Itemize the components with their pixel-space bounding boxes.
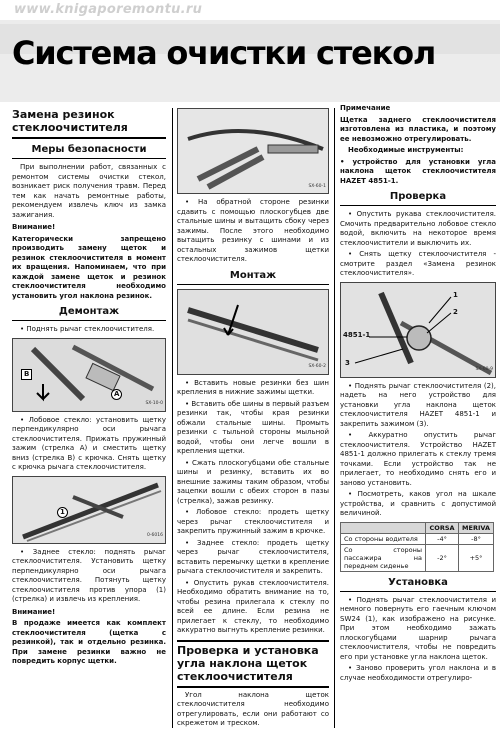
callout-a: A [111, 389, 122, 401]
figure-hazet-tool [340, 282, 496, 378]
removal-step-1: • Поднять рычаг стеклоочистителя. [20, 325, 155, 333]
install-step-6: • Опустить рукав стеклоочистителя. Необходимо обратить внимание на то, чтобы резина прилегала к стеклу по всей ее длине. Если резина не прилегает к стеклу, то необходимо аккуратно выгнуть крепление резинки. [177, 578, 329, 634]
note-label: Примечание [340, 104, 391, 112]
figure-code: SX-10-0 [145, 401, 163, 406]
rear-wiper-illustration [13, 477, 165, 543]
install-step-1: • Вставить новые резинки без шин крепления в нижние зажимы щетки. [177, 378, 329, 396]
figure-rubber-install [177, 289, 329, 375]
table-row [341, 533, 494, 544]
removal-step-3: • Заднее стекло: поднять рычаг стеклоочистителя. Установить щетку перпендикулярно оси рычага стеклоочистителя. Потянуть щетку стеклоочистителя против упора (1) (стрелка) и извлечь из крепления. [12, 547, 166, 603]
figure-code: SX-60-1 [308, 183, 326, 189]
figure-rear-wiper [12, 476, 166, 544]
install-step-2: • Вставить обе шины в первый разъем резинки так, чтобы края резинки обжали стальные шины. Промыть резинки с тыльной стороны мыльной водой, чтобы они легче вошли в крепления щетки. [177, 399, 329, 455]
table-cell: Со стороны пассажира на переднем сиденье [341, 544, 426, 571]
tolerance-table [340, 522, 494, 572]
safety-text: При выполнении работ, связанных с ремонтом системы очистки стекол, возникает риск получения травм. Перед тем как начать ремонтные работы, рекомендуем извлечь ключ из замка зажигания. [12, 163, 166, 219]
figure-code: SX-60-9 [475, 367, 493, 372]
right-column [340, 104, 496, 685]
subheading-safety: Меры безопасности [12, 144, 166, 159]
figure-pliers [177, 108, 329, 194]
subheading-removal: Демонтаж [12, 306, 166, 321]
table-row [341, 544, 494, 571]
check-step-1: • Опустить рукава стеклоочистителя. Смочить предварительно лобовое стекло водой, включить на некоторое время стеклоочистители и выключить их. [340, 210, 496, 247]
setup-step-2: • Заново проверить угол наклона и в случае необходимости отрегулиро- [340, 664, 496, 682]
section-heading-replace-rubbers: Замена резинок стеклоочистителя [12, 108, 166, 139]
pliers-step: • На обратной стороне резинки сдавить с помощью плоскогубцев две стальные шины и вытащить сбоку через зажимы. После этого необходимо вытащить резинку с шинами и из остальных зажимов щетки стеклоочистителя. [177, 198, 329, 263]
middle-column [177, 108, 329, 731]
figure-code: SX-60-2 [308, 364, 326, 369]
install-step-5: • Заднее стекло: продеть щетку через рычаг стеклоочистителя, вставить перемычку щетки в крепление рычага стеклоочистителя и закрепить. [177, 538, 329, 575]
check-step-4: • Аккуратно опустить рычаг стеклоочистителя. Устройство HAZET 4851-1 должно прилегать к стеклу тремя точками. Если устройство так не прилегает, то необходимо снять его и заново установить. [340, 431, 496, 487]
table-header-cell [341, 522, 426, 533]
table-header-row [341, 522, 494, 533]
attention-text: Категорически запрещено производить замену щеток и резинок стеклоочистителя в момент их вращения. Напоминаем, что при каждой замене щеток и резинок стеклоочистителя необходимо установить угол наклона резинок. [12, 234, 166, 300]
callout-1: 1 [57, 507, 68, 519]
page-title: Система очистки стекол [12, 34, 436, 72]
removal-step-2: • Лобовое стекло: установить щетку перпендикулярно оси рычага стеклоочистителя. Прижать пружинный зажим (стрелка А) и сместить щетку вниз (стрелка В) с крючка. Снять щетку с крючка рычага стеклоочистителя. [12, 415, 166, 471]
callout-tool-number: 4851-1 [343, 330, 371, 339]
callout-3: 3 [345, 358, 350, 367]
note-text: Щетка заднего стеклоочистителя изготовлена из пластика, и поэтому ее невозможно отрегулировать. [340, 115, 496, 143]
callout-2: 2 [453, 307, 458, 316]
attention2-text: В продаже имеется как комплект стеклоочистителя (щетка с резинкой), так и отдельно резинка. При замене резинки важно не повредить корпус щетки. [12, 619, 166, 665]
watermark: www.knigaporemontu.ru [14, 2, 203, 17]
table-header-cell: CORSA [426, 522, 459, 533]
table-cell: +5° [459, 544, 494, 571]
table-cell: -8° [459, 533, 494, 544]
subheading-setup: Установка [340, 577, 496, 592]
column-divider-left [172, 108, 173, 728]
figure-wiper-removal [12, 338, 166, 412]
setup-step-1: • Поднять рычаг стеклоочистителя и немного повернуть его гаечным ключом SW24 (1), как изображено на рисунке. При этом необходимо зажать плоскогубцами шарнир рычага стеклоочистителя, чтобы не повредить его при установке угла наклона щеток. [340, 595, 496, 661]
table-cell: Со стороны водителя [341, 533, 426, 544]
attention2-label: Внимание! [12, 607, 56, 616]
check-step-2: • Снять щетку стеклоочистителя - смотрите раздел «Замена резинок стеклоочистителя». [340, 250, 496, 277]
wiper-removal-illustration [13, 339, 165, 411]
callout-1: 1 [453, 290, 458, 299]
column-divider-right [334, 108, 335, 728]
left-column [12, 108, 166, 669]
check-step-3: • Поднять рычаг стеклоочистителя (2), надеть на него устройство для установки угла наклона щеток стеклоочистителя HAZET 4851-1 и закрепить зажимом (3). [340, 381, 496, 428]
table-header-cell: MERIVA [459, 522, 494, 533]
callout-b: B [21, 369, 32, 381]
check-step-5: • Посмотреть, каков угол на шкале устройства, и сравнить с допустимой величиной. [340, 490, 496, 517]
install-step-3: • Сжать плоскогубцами обе стальные шины и резинку, вставить их во внешние зажимы таким образом, чтобы зацепки вошли с обеих сторон в пазы (стрелка), зажав резинку. [177, 458, 329, 505]
check-angle-text: Угол наклона щеток стеклоочистителя необходимо отрегулировать, если они работают со скрежетом и треском. [177, 690, 329, 727]
pliers-illustration [178, 109, 328, 193]
tools-item: • устройство для установки угла наклона щеток стеклоочистителя HAZET 4851-1. [340, 157, 496, 185]
section-heading-check-angle: Проверка и установка угла наклона щеток стеклоочистителя [177, 640, 329, 688]
table-cell: -4° [426, 533, 459, 544]
rubber-install-illustration [178, 290, 328, 374]
attention-label: Внимание! [12, 223, 56, 231]
install-step-4: • Лобовое стекло: продеть щетку через рычаг стеклоочистителя и закрепить пружинный зажим в крючке. [177, 508, 329, 535]
tools-label: Необходимые инструменты: [348, 146, 464, 154]
hazet-tool-illustration [341, 283, 495, 377]
subheading-installation: Монтаж [177, 270, 329, 285]
table-cell: -2° [426, 544, 459, 571]
figure-code: 0-6016 [147, 533, 163, 538]
subheading-check: Проверка [340, 191, 496, 206]
